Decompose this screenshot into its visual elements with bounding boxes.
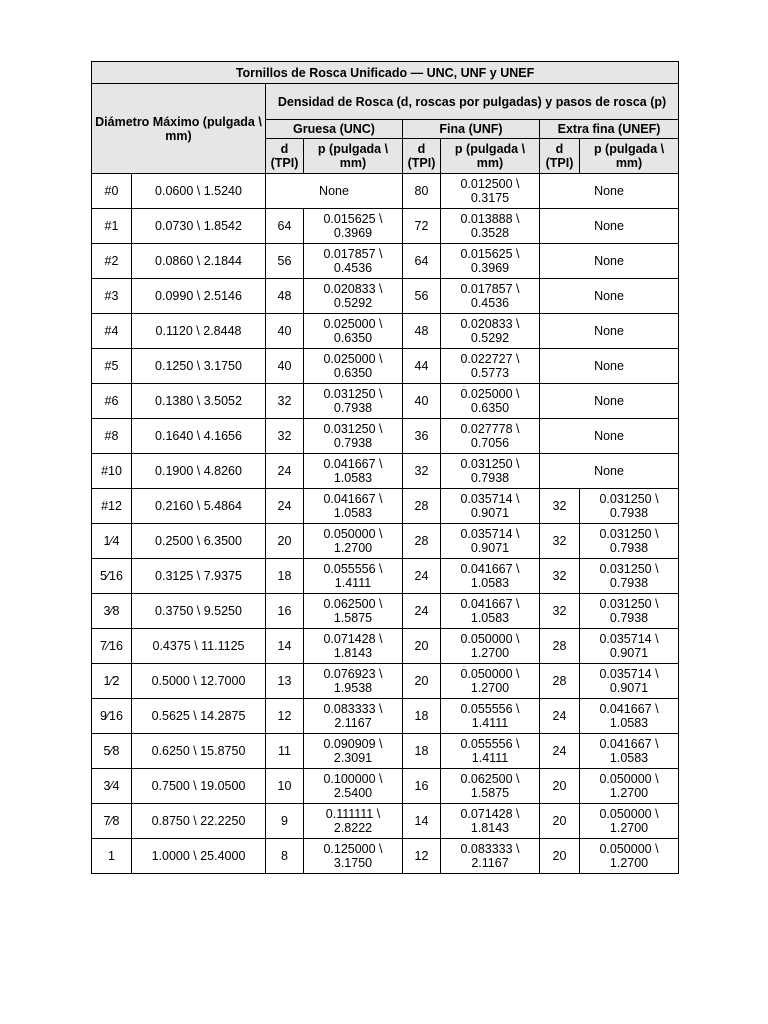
size-cell: 5⁄8 (92, 734, 132, 769)
unf-pitch-cell: 0.071428 \ 1.8143 (441, 804, 540, 839)
unf-pitch-cell: 0.015625 \ 0.3969 (441, 244, 540, 279)
unef-tpi-cell: 20 (540, 769, 580, 804)
unf-tpi-cell: 20 (403, 629, 441, 664)
size-cell: #12 (92, 489, 132, 524)
unc-pitch-cell: 0.041667 \ 1.0583 (304, 489, 403, 524)
unef-pitch-cell: 0.050000 \ 1.2700 (580, 769, 679, 804)
unef-tpi-cell: 32 (540, 594, 580, 629)
unef-pitch-cell: 0.050000 \ 1.2700 (580, 804, 679, 839)
unc-pitch-cell: 0.050000 \ 1.2700 (304, 524, 403, 559)
unf-pitch-cell: 0.083333 \ 2.1167 (441, 839, 540, 874)
unc-tpi-cell: 18 (266, 559, 304, 594)
unf-tpi-cell: 40 (403, 384, 441, 419)
unf-pitch-cell: 0.041667 \ 1.0583 (441, 594, 540, 629)
table-row (92, 489, 679, 524)
unf-pitch-cell: 0.050000 \ 1.2700 (441, 629, 540, 664)
unf-tpi-cell: 80 (403, 174, 441, 209)
unc-tpi-cell: 56 (266, 244, 304, 279)
table-row (92, 559, 679, 594)
size-cell: #1 (92, 209, 132, 244)
unf-tpi-cell: 16 (403, 769, 441, 804)
diameter-cell: 0.1640 \ 4.1656 (132, 419, 266, 454)
unef-pitch-cell: 0.031250 \ 0.7938 (580, 594, 679, 629)
unc-tpi-cell: 13 (266, 664, 304, 699)
unf-pitch-cell: 0.050000 \ 1.2700 (441, 664, 540, 699)
table-row (92, 419, 679, 454)
size-cell: #5 (92, 349, 132, 384)
diameter-cell: 1.0000 \ 25.4000 (132, 839, 266, 874)
diameter-cell: 0.1380 \ 3.5052 (132, 384, 266, 419)
table-row (92, 384, 679, 419)
size-cell: #8 (92, 419, 132, 454)
table-title: Tornillos de Rosca Unificado — UNC, UNF y UNEF (92, 62, 679, 84)
unc-tpi-cell: 40 (266, 314, 304, 349)
unf-pitch-cell: 0.017857 \ 0.4536 (441, 279, 540, 314)
size-cell: 5⁄16 (92, 559, 132, 594)
size-cell: 1⁄2 (92, 664, 132, 699)
unef-tpi-cell: 28 (540, 664, 580, 699)
unf-pitch-cell: 0.031250 \ 0.7938 (441, 454, 540, 489)
unef-pitch-cell: 0.050000 \ 1.2700 (580, 839, 679, 874)
diameter-cell: 0.4375 \ 11.1125 (132, 629, 266, 664)
unf-tpi-cell: 28 (403, 489, 441, 524)
unef-pitch-cell: 0.031250 \ 0.7938 (580, 559, 679, 594)
size-cell: 7⁄8 (92, 804, 132, 839)
unc-tpi-cell: 12 (266, 699, 304, 734)
size-cell: 1 (92, 839, 132, 874)
thread-table (91, 61, 679, 874)
table-row (92, 664, 679, 699)
unc-pitch-cell: 0.055556 \ 1.4111 (304, 559, 403, 594)
table-row (92, 349, 679, 384)
unc-tpi-cell: 32 (266, 384, 304, 419)
unf-pitch-cell: 0.035714 \ 0.9071 (441, 524, 540, 559)
unf-pitch-cell: 0.055556 \ 1.4111 (441, 734, 540, 769)
diameter-cell: 0.1250 \ 3.1750 (132, 349, 266, 384)
unef-none-cell: None (540, 279, 679, 314)
unf-tpi-cell: 56 (403, 279, 441, 314)
unf-pitch-cell: 0.035714 \ 0.9071 (441, 489, 540, 524)
table-row (92, 524, 679, 559)
unef-pitch-cell: 0.041667 \ 1.0583 (580, 734, 679, 769)
unf-pitch-cell: 0.062500 \ 1.5875 (441, 769, 540, 804)
unf-tpi-cell: 28 (403, 524, 441, 559)
diameter-cell: 0.0600 \ 1.5240 (132, 174, 266, 209)
unc-tpi-cell: 48 (266, 279, 304, 314)
diameter-cell: 0.1900 \ 4.8260 (132, 454, 266, 489)
diameter-cell: 0.3750 \ 9.5250 (132, 594, 266, 629)
diameter-cell: 0.5000 \ 12.7000 (132, 664, 266, 699)
table-row (92, 454, 679, 489)
unc-pitch-cell: 0.125000 \ 3.1750 (304, 839, 403, 874)
size-cell: 1⁄4 (92, 524, 132, 559)
thread-table-body (92, 174, 679, 874)
unf-tpi-cell: 72 (403, 209, 441, 244)
unf-tpi-cell: 48 (403, 314, 441, 349)
unef-tpi-header: d (TPI) (540, 139, 580, 174)
unf-tpi-cell: 14 (403, 804, 441, 839)
table-row (92, 174, 679, 209)
unef-none-cell: None (540, 454, 679, 489)
unef-tpi-cell: 24 (540, 699, 580, 734)
unef-pitch-cell: 0.035714 \ 0.9071 (580, 664, 679, 699)
unc-tpi-cell: 24 (266, 489, 304, 524)
unef-none-cell: None (540, 244, 679, 279)
unf-tpi-header: d (TPI) (403, 139, 441, 174)
unef-tpi-cell: 20 (540, 804, 580, 839)
unf-tpi-cell: 18 (403, 734, 441, 769)
unc-pitch-cell: 0.111111 \ 2.8222 (304, 804, 403, 839)
series-header-unef: Extra fina (UNEF) (540, 120, 679, 139)
unc-pitch-header: p (pulgada \ mm) (304, 139, 403, 174)
table-row (92, 839, 679, 874)
unc-tpi-cell: 11 (266, 734, 304, 769)
unf-pitch-cell: 0.055556 \ 1.4111 (441, 699, 540, 734)
unef-tpi-cell: 24 (540, 734, 580, 769)
unc-pitch-cell: 0.071428 \ 1.8143 (304, 629, 403, 664)
unef-tpi-cell: 32 (540, 489, 580, 524)
unef-pitch-cell: 0.041667 \ 1.0583 (580, 699, 679, 734)
unc-tpi-cell: 24 (266, 454, 304, 489)
unc-tpi-cell: 9 (266, 804, 304, 839)
table-row (92, 209, 679, 244)
unf-pitch-cell: 0.022727 \ 0.5773 (441, 349, 540, 384)
table-row (92, 314, 679, 349)
size-cell: 3⁄8 (92, 594, 132, 629)
unf-tpi-cell: 64 (403, 244, 441, 279)
unef-pitch-cell: 0.031250 \ 0.7938 (580, 489, 679, 524)
unef-tpi-cell: 32 (540, 559, 580, 594)
table-row (92, 699, 679, 734)
unc-tpi-cell: 40 (266, 349, 304, 384)
diameter-cell: 0.7500 \ 19.0500 (132, 769, 266, 804)
unc-pitch-cell: 0.025000 \ 0.6350 (304, 314, 403, 349)
unf-tpi-cell: 24 (403, 559, 441, 594)
unc-tpi-cell: 64 (266, 209, 304, 244)
unef-tpi-cell: 20 (540, 839, 580, 874)
table-row (92, 769, 679, 804)
series-header-unc: Gruesa (UNC) (266, 120, 403, 139)
diameter-cell: 0.2160 \ 5.4864 (132, 489, 266, 524)
unef-none-cell: None (540, 384, 679, 419)
unc-pitch-cell: 0.017857 \ 0.4536 (304, 244, 403, 279)
size-cell: #10 (92, 454, 132, 489)
unc-tpi-header: d (TPI) (266, 139, 304, 174)
unf-pitch-cell: 0.025000 \ 0.6350 (441, 384, 540, 419)
table-row (92, 734, 679, 769)
diameter-cell: 0.8750 \ 22.2250 (132, 804, 266, 839)
diameter-cell: 0.0860 \ 2.1844 (132, 244, 266, 279)
size-cell: #0 (92, 174, 132, 209)
thread-density-header: Densidad de Rosca (d, roscas por pulgadas) y pasos de rosca (p) (266, 84, 679, 120)
unef-pitch-cell: 0.031250 \ 0.7938 (580, 524, 679, 559)
unef-none-cell: None (540, 209, 679, 244)
table-row (92, 279, 679, 314)
unc-pitch-cell: 0.020833 \ 0.5292 (304, 279, 403, 314)
unf-pitch-cell: 0.012500 \ 0.3175 (441, 174, 540, 209)
diameter-cell: 0.6250 \ 15.8750 (132, 734, 266, 769)
unf-tpi-cell: 36 (403, 419, 441, 454)
unc-tpi-cell: 14 (266, 629, 304, 664)
unf-pitch-cell: 0.013888 \ 0.3528 (441, 209, 540, 244)
table-row (92, 244, 679, 279)
diameter-cell: 0.3125 \ 7.9375 (132, 559, 266, 594)
unf-tpi-cell: 24 (403, 594, 441, 629)
size-cell: 3⁄4 (92, 769, 132, 804)
diameter-cell: 0.0730 \ 1.8542 (132, 209, 266, 244)
unef-none-cell: None (540, 349, 679, 384)
unf-tpi-cell: 20 (403, 664, 441, 699)
unef-pitch-header: p (pulgada \ mm) (580, 139, 679, 174)
diameter-cell: 0.0990 \ 2.5146 (132, 279, 266, 314)
unf-tpi-cell: 12 (403, 839, 441, 874)
unc-pitch-cell: 0.031250 \ 0.7938 (304, 384, 403, 419)
series-header-unf: Fina (UNF) (403, 120, 540, 139)
unc-none-cell: None (266, 174, 403, 209)
unc-pitch-cell: 0.031250 \ 0.7938 (304, 419, 403, 454)
size-cell: #2 (92, 244, 132, 279)
unf-pitch-cell: 0.041667 \ 1.0583 (441, 559, 540, 594)
unf-pitch-cell: 0.020833 \ 0.5292 (441, 314, 540, 349)
unc-pitch-cell: 0.025000 \ 0.6350 (304, 349, 403, 384)
unc-pitch-cell: 0.090909 \ 2.3091 (304, 734, 403, 769)
unc-pitch-cell: 0.100000 \ 2.5400 (304, 769, 403, 804)
table-row (92, 804, 679, 839)
unef-tpi-cell: 28 (540, 629, 580, 664)
size-cell: #6 (92, 384, 132, 419)
unc-pitch-cell: 0.041667 \ 1.0583 (304, 454, 403, 489)
unf-tpi-cell: 44 (403, 349, 441, 384)
unc-tpi-cell: 8 (266, 839, 304, 874)
unf-tpi-cell: 18 (403, 699, 441, 734)
table-row (92, 594, 679, 629)
unc-pitch-cell: 0.076923 \ 1.9538 (304, 664, 403, 699)
unf-tpi-cell: 32 (403, 454, 441, 489)
diameter-header: Diámetro Máximo (pulgada \ mm) (92, 84, 266, 174)
size-cell: 7⁄16 (92, 629, 132, 664)
unef-none-cell: None (540, 314, 679, 349)
unc-pitch-cell: 0.015625 \ 0.3969 (304, 209, 403, 244)
size-cell: 9⁄16 (92, 699, 132, 734)
size-cell: #3 (92, 279, 132, 314)
unc-pitch-cell: 0.062500 \ 1.5875 (304, 594, 403, 629)
diameter-cell: 0.2500 \ 6.3500 (132, 524, 266, 559)
unef-none-cell: None (540, 419, 679, 454)
unc-tpi-cell: 16 (266, 594, 304, 629)
unc-tpi-cell: 20 (266, 524, 304, 559)
unc-pitch-cell: 0.083333 \ 2.1167 (304, 699, 403, 734)
unc-tpi-cell: 32 (266, 419, 304, 454)
table-row (92, 629, 679, 664)
diameter-cell: 0.1120 \ 2.8448 (132, 314, 266, 349)
unef-pitch-cell: 0.035714 \ 0.9071 (580, 629, 679, 664)
unef-tpi-cell: 32 (540, 524, 580, 559)
diameter-cell: 0.5625 \ 14.2875 (132, 699, 266, 734)
unf-pitch-header: p (pulgada \ mm) (441, 139, 540, 174)
size-cell: #4 (92, 314, 132, 349)
unf-pitch-cell: 0.027778 \ 0.7056 (441, 419, 540, 454)
unef-none-cell: None (540, 174, 679, 209)
unc-tpi-cell: 10 (266, 769, 304, 804)
